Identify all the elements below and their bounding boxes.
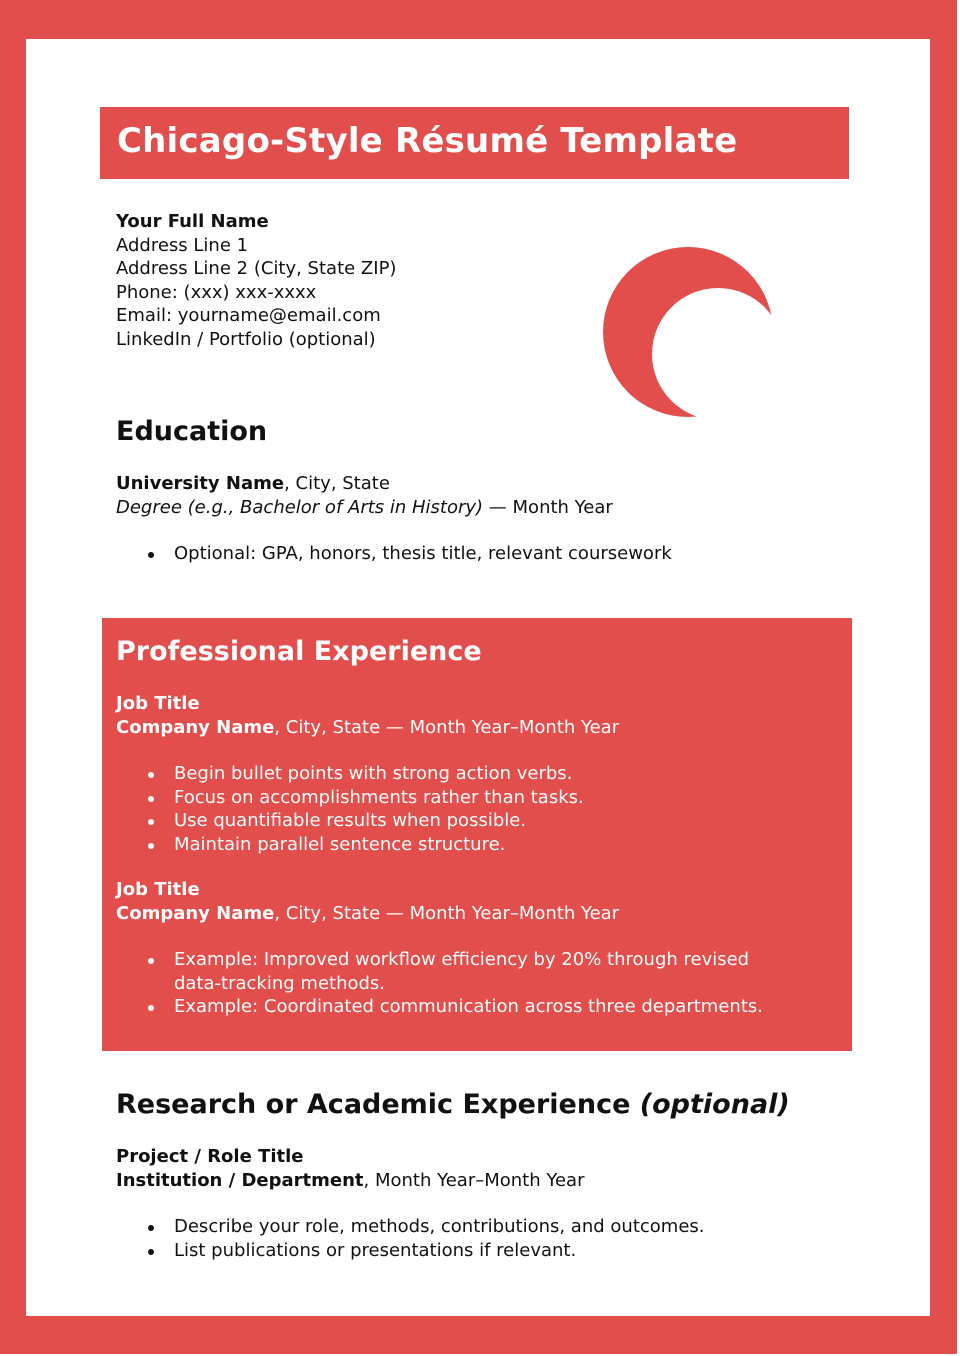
job-title: Job Title	[116, 879, 200, 900]
list-item: Maintain parallel sentence structure.	[146, 833, 584, 857]
research-heading-text: Research or Academic Experience	[116, 1089, 631, 1120]
research-heading-optional: (optional)	[639, 1089, 790, 1120]
institution-line	[116, 1169, 584, 1193]
phone: Phone: (xxx) xxx-xxxx	[116, 281, 317, 303]
research-bullets	[146, 1215, 705, 1262]
education-bullets	[146, 542, 672, 566]
education-degree	[116, 496, 613, 520]
job-2-company	[116, 902, 619, 926]
job-2-bullets	[146, 948, 786, 1019]
list-item: Example: Improved workflow efficiency by 20% through revised data-tracking methods.	[146, 948, 786, 995]
list-item: Optional: GPA, honors, thesis title, relevant coursework	[146, 542, 672, 566]
address-line-1: Address Line 1	[116, 234, 249, 256]
project-title-text: Project / Role Title	[116, 1146, 304, 1167]
education-school	[116, 472, 390, 496]
linkedin-portfolio: LinkedIn / Portfolio (optional)	[116, 328, 376, 350]
project-title	[116, 1145, 304, 1169]
list-item: Focus on accomplishments rather than tasks.	[146, 786, 584, 810]
job-2-title	[116, 878, 200, 902]
school-location: , City, State	[284, 473, 390, 494]
list-item: Example: Coordinated communication across three departments.	[146, 995, 786, 1019]
list-item: Begin bullet points with strong action verbs.	[146, 762, 584, 786]
experience-heading: Professional Experience	[116, 636, 482, 667]
list-item: Describe your role, methods, contributions, and outcomes.	[146, 1215, 705, 1239]
company-name: Company Name	[116, 903, 275, 924]
job-1-title	[116, 692, 200, 716]
full-name: Your Full Name	[116, 211, 269, 232]
degree-date: — Month Year	[483, 497, 613, 518]
school-name: University Name	[116, 473, 285, 494]
job-1-bullets	[146, 762, 584, 856]
document-title: Chicago-Style Résumé Template	[117, 121, 738, 161]
institution-dates: , Month Year–Month Year	[363, 1170, 585, 1191]
job-1-company	[116, 716, 619, 740]
company-details: , City, State — Month Year–Month Year	[274, 717, 620, 738]
institution-name: Institution / Department	[116, 1170, 364, 1191]
job-title: Job Title	[116, 693, 200, 714]
address-line-2: Address Line 2 (City, State ZIP)	[116, 258, 397, 280]
list-item: Use quantifiable results when possible.	[146, 809, 584, 833]
research-heading	[116, 1087, 790, 1123]
education-heading: Education	[116, 416, 268, 447]
degree-name: Degree (e.g., Bachelor of Arts in History)	[116, 497, 484, 518]
list-item: List publications or presentations if relevant.	[146, 1239, 705, 1263]
email: Email: yourname@email.com	[116, 305, 381, 327]
company-details: , City, State — Month Year–Month Year	[274, 903, 620, 924]
contact-block	[116, 210, 396, 352]
company-name: Company Name	[116, 717, 275, 738]
crescent-moon-icon	[600, 246, 776, 418]
